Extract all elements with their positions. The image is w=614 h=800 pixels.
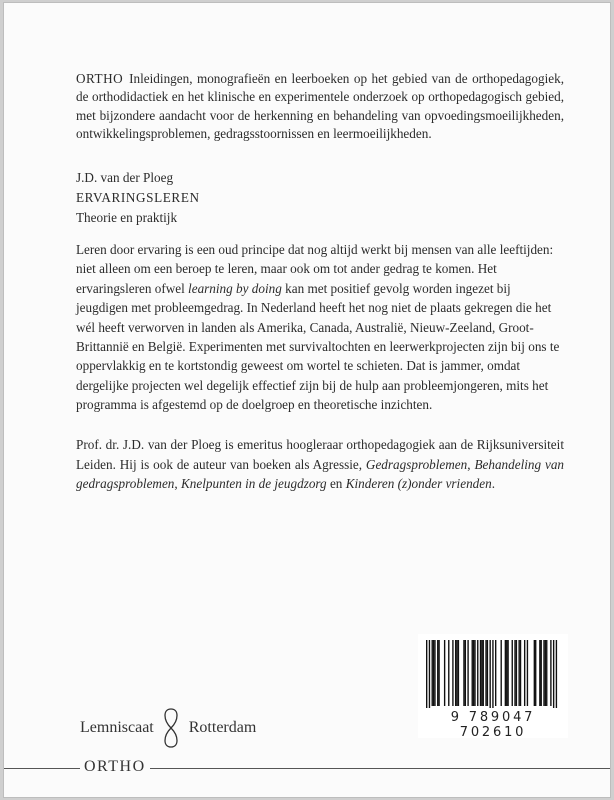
footer-series-label: ORTHO bbox=[80, 758, 150, 776]
book-blurb bbox=[76, 240, 564, 415]
barcode-bar bbox=[485, 640, 486, 706]
series-description bbox=[76, 70, 564, 143]
bio-text: Prof. dr. J.D. van der Ploeg is emeritus hoogleraar orthopedagogiek aan de Rijksuniversiteit Leiden. Hij is ook de auteur van boeken als Agressie, bbox=[76, 437, 564, 472]
barcode-bar bbox=[477, 640, 478, 706]
barcode-bar bbox=[550, 640, 551, 706]
barcode-bar bbox=[501, 640, 502, 706]
barcode-bar bbox=[539, 640, 540, 706]
barcode-bar bbox=[506, 640, 507, 706]
barcode-bar bbox=[465, 640, 466, 706]
barcode-bar bbox=[438, 640, 439, 706]
barcode-bar bbox=[455, 640, 456, 706]
footer-rule-left bbox=[4, 768, 82, 769]
bio-sep-3: en bbox=[326, 476, 346, 492]
book-subtitle: Theorie en praktijk bbox=[76, 210, 178, 225]
barcode-bar bbox=[429, 640, 430, 708]
barcode-bar bbox=[432, 640, 433, 706]
barcode-bar bbox=[535, 640, 536, 706]
barcode-bar bbox=[556, 640, 557, 708]
barcode-bar bbox=[483, 640, 484, 706]
isbn-barcode bbox=[418, 634, 568, 738]
barcode-bar bbox=[520, 640, 521, 706]
bio-book-1: Gedragsproblemen bbox=[365, 456, 468, 472]
blurb-text-2: kan met positief gevolg worden ingezet bij jeugdigen met probleemgedrag. In Nederland heeft het nog niet de plaats gekregen die het wél heeft verworven in landen als Amerika, Canada, Australië, Nieuw-Zeeland, Groot-Brittannië en België. Experimenten met survivaltochten en leerwerkprojecten zijn bij ons te oppervlakkig en te kortstondig geweest om wortel te schieten. Dat is jammer, omdat dergelijke projecten wel degelijk effectief zijn bij de hulp aan probleemjongeren, mits het programma is afgestemd op de doelgroep en theoretische inzichten. bbox=[76, 280, 560, 413]
book-author: J.D. van der Ploeg bbox=[76, 170, 174, 185]
barcode-bar bbox=[434, 640, 435, 706]
bio-book-2: Behandeling van gedragsproblemen bbox=[76, 456, 565, 492]
series-text: Inleidingen, monografieën en leerboeken op het gebied van de orthopedagogiek, de orthodidactiek en het klinische en experimentele onderzoek op orthopedagogisch gebied, met bijzondere aandacht voor de herkenning en behandeling van opvoedingsmoeilijkheden, ontwikkelingsproblemen, gedragsstoornissen en leermoeilijkheden. bbox=[76, 71, 564, 141]
book-title: ERVARINGSLEREN bbox=[76, 190, 200, 205]
bio-book-4: Kinderen (z)onder vrienden bbox=[345, 476, 492, 492]
barcode-bar bbox=[489, 640, 490, 708]
barcode-bar bbox=[545, 640, 546, 706]
barcode-bar bbox=[458, 640, 459, 706]
barcode-bar bbox=[487, 640, 488, 706]
barcode-bar bbox=[463, 640, 464, 706]
barcode-bar bbox=[516, 640, 517, 706]
lemniscate-knot-icon bbox=[161, 705, 181, 751]
barcode-bar bbox=[507, 640, 508, 706]
barcode-bar bbox=[495, 640, 496, 706]
blurb-italic-term: learning by doing bbox=[188, 280, 282, 296]
barcode-bars bbox=[426, 640, 560, 708]
barcode-bar bbox=[505, 640, 506, 706]
barcode-bar bbox=[492, 640, 493, 708]
footer-rule-right bbox=[150, 768, 610, 769]
author-bio bbox=[76, 435, 564, 494]
barcode-bar bbox=[546, 640, 547, 706]
bio-sep-1: , bbox=[467, 456, 475, 472]
barcode-bar bbox=[480, 640, 481, 706]
barcode-bar bbox=[524, 640, 525, 706]
barcode-bar bbox=[481, 640, 482, 706]
bio-sep-2: , bbox=[174, 476, 181, 492]
publisher-logo bbox=[80, 705, 256, 751]
barcode-bar bbox=[473, 640, 474, 706]
barcode-bar bbox=[426, 640, 427, 708]
barcode-bar bbox=[444, 640, 445, 706]
barcode-bar bbox=[512, 640, 513, 706]
barcode-bar bbox=[514, 640, 515, 706]
blurb-text-1: Leren door ervaring is een oud principe dat nog altijd werkt bij mensen van alle leeftijden: niet alleen om een beroep te leren, maar ook om tot ander gedrag te komen. Het ervaringsleren ofwel bbox=[76, 242, 554, 296]
barcode-bar bbox=[518, 640, 519, 706]
publisher-name-left: Lemniscaat bbox=[80, 719, 154, 736]
bio-book-3: Knelpunten in de jeugdzorg bbox=[181, 476, 327, 492]
barcode-bar bbox=[448, 640, 449, 706]
barcode-bar bbox=[543, 640, 544, 706]
barcode-bar bbox=[437, 640, 438, 706]
bio-end: . bbox=[491, 476, 496, 492]
barcode-bar bbox=[472, 640, 473, 706]
barcode-bar bbox=[433, 640, 434, 706]
barcode-bar bbox=[467, 640, 468, 706]
isbn-number: 9 789047 702610 bbox=[450, 710, 536, 740]
barcode-bar bbox=[527, 640, 528, 706]
barcode-bar bbox=[553, 640, 554, 708]
barcode-bar bbox=[452, 640, 453, 706]
publisher-name-right: Rotterdam bbox=[188, 719, 257, 736]
barcode-bar bbox=[456, 640, 457, 706]
barcode-bar bbox=[474, 640, 475, 706]
series-name: ORTHO bbox=[76, 71, 124, 86]
barcode-bar bbox=[534, 640, 535, 706]
barcode-bar bbox=[541, 640, 542, 706]
book-info bbox=[76, 168, 564, 228]
